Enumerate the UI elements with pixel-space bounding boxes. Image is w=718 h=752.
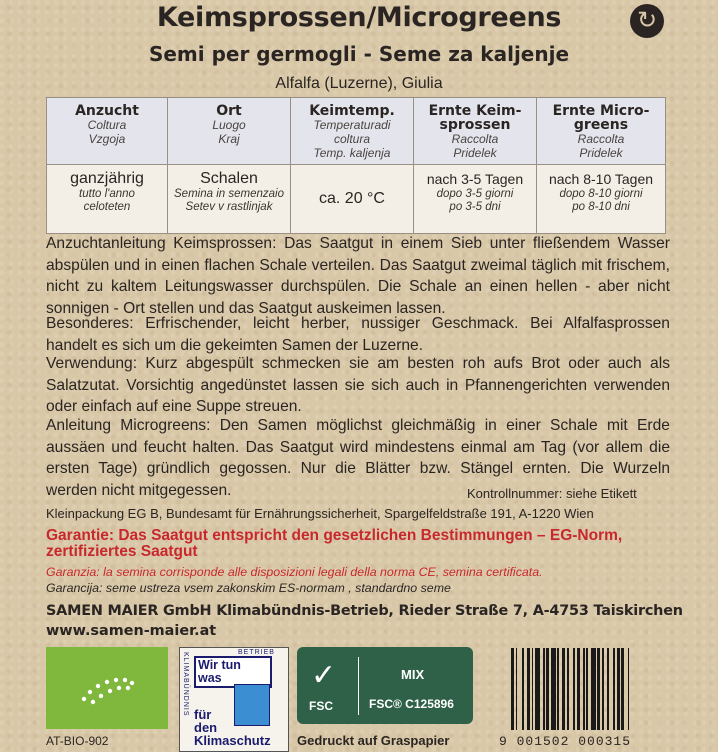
cell-sub: po 8-10 dni <box>572 201 630 213</box>
table-cell <box>291 165 414 234</box>
usage-notes <box>46 353 670 418</box>
table-header-cell <box>537 98 666 165</box>
fsc-code: FSC® C125896 <box>369 697 454 711</box>
sprouts-label: Anzuchtanleitung Keimsprossen: <box>46 235 277 252</box>
special-notes <box>46 313 670 356</box>
micro-label: Anleitung Microgreens: <box>46 417 211 434</box>
table-header-cell <box>414 98 537 165</box>
header-sub: coltura <box>333 132 371 146</box>
wir-line: für <box>194 707 212 722</box>
barcode-bar <box>567 648 569 730</box>
barcode-bar <box>511 648 514 730</box>
table-cell <box>47 165 168 234</box>
cell-sub: dopo 8-10 giorni <box>559 188 643 200</box>
table-cell <box>414 165 537 234</box>
table-header-row <box>47 98 666 165</box>
barcode-bar <box>573 648 575 730</box>
header-main: Ort <box>216 103 242 119</box>
barcode-number: 9 001502 000315 <box>499 734 632 749</box>
barcode-bar <box>546 648 549 730</box>
cell-main: nach 3-5 Tagen <box>426 171 524 187</box>
header-main: Ernte Micro- greens <box>552 103 650 133</box>
product-subtitle: Semi per germogli - Seme za kaljenje <box>148 42 570 66</box>
packaging-info: Kleinpackung EG B, Bundesamt für Ernährungssicherheit, Spargelfeldstraße 191, A-1220 Wien <box>46 506 594 521</box>
barcode-bar <box>527 648 530 730</box>
barcode-bar <box>532 648 534 730</box>
cell-sub: tutto l'anno <box>79 188 135 200</box>
klimabuendnis-logo <box>179 647 289 752</box>
fsc-logo <box>297 647 473 724</box>
usage-label: Verwendung: <box>46 355 138 372</box>
header-sub: Luogo <box>212 118 246 132</box>
tree-icon: ✓ <box>311 659 337 692</box>
header-sub: Kraj <box>218 132 240 146</box>
barcode-bar <box>617 648 620 730</box>
wir-line: den <box>194 720 218 735</box>
header-sub: Temperaturadi <box>313 118 391 132</box>
fsc-label: FSC <box>309 699 333 713</box>
header-sub: Pridelek <box>453 146 497 160</box>
wir-tun-was-text: Wir tun was <box>194 656 272 688</box>
website-link[interactable]: www.samen-maier.at <box>46 623 217 639</box>
control-number: Kontrollnummer: siehe Etikett <box>467 486 637 501</box>
cell-sub: Setev v rastlinjak <box>185 201 273 213</box>
sprouts-text: Das Saatgut in einem Sieb unter fließendem Wasser abspülen und in einen flachen Schale verteilen. Das Saatgut zweimal täglich mit frischem, nicht zu kaltem Leitungswasser durchspülen. Die Schale an einen hellen - aber nicht sonnigen - Ort stellen und das Saatgut auskeimen lassen. <box>46 235 670 317</box>
printed-on-grass-paper: Gedruckt auf Graspapier <box>297 733 450 748</box>
fsc-mix: MIX <box>401 667 425 682</box>
variety-name: Alfalfa (Luzerne), Giulia <box>275 75 443 92</box>
recycle-icon: ↻ <box>630 4 664 38</box>
header-main: Ernte Keim- sprossen <box>428 103 522 133</box>
klimaschutz-text <box>194 708 271 747</box>
barcode-bar <box>543 648 545 730</box>
micro-text: Den Samen möglichst gleichmäßig in einer Schale mit Erde aussäen und feucht halten. Das Saatgut wird mindestens einmal am Tag (vor allem die ersten Tage) gründlich gegossen. Nur die Blätter bzw. Stängel ernten. Die Wurzeln werden nicht mitgegessen. <box>46 417 670 499</box>
star-leaf-icon <box>82 678 134 704</box>
barcode-bar <box>551 648 556 730</box>
barcode <box>511 648 671 738</box>
fsc-divider <box>358 657 359 715</box>
guarantee-text: Garantie: Das Saatgut entspricht den gesetzlichen Bestimmungen – EG-Norm, zertifiziertes Saatgut <box>46 527 623 560</box>
barcode-bar <box>628 648 630 730</box>
barcode-bar <box>591 648 596 730</box>
cultivation-table <box>46 97 666 234</box>
cell-main: ganzjährig <box>70 170 144 187</box>
product-title: Keimsprossen/Microgreens <box>156 2 562 33</box>
guarantee-slovenian: Garancija: seme ustreza vsem zakonskim ES-normam , standardno seme <box>46 581 451 595</box>
cell-sub: dopo 3-5 giorni <box>436 188 514 200</box>
header-sub: Raccolta <box>577 132 625 146</box>
barcode-bar <box>621 648 624 730</box>
cell-main: Schalen <box>200 170 258 187</box>
betrieb-band: BETRIEB <box>238 649 275 656</box>
barcode-bar <box>562 648 565 730</box>
barcode-bar <box>522 648 524 730</box>
barcode-bar <box>602 648 604 730</box>
eu-organic-logo <box>46 647 168 729</box>
special-label: Besonderes: <box>46 315 134 332</box>
table-row <box>47 165 666 234</box>
wir-line: Klimaschutz <box>194 733 271 748</box>
eu-organic-code: AT-BIO-902 <box>46 734 109 748</box>
special-text: Erfrischender, leicht herber, nussiger Geschmack. Bei Alfalfasprossen handelt es sich um die gekeimten Samen der Luzerne. <box>46 315 670 354</box>
table-header-cell <box>168 98 291 165</box>
header-sub: Vzgoja <box>88 132 126 146</box>
barcode-bar <box>613 648 615 730</box>
barcode-bar <box>516 648 518 730</box>
header-main: Anzucht <box>75 103 139 119</box>
usage-text: Kurz abgespült schmecken sie am besten roh aufs Brot oder auch als Salatzutat. Vorsichtig angedünstet lassen sie sich auch in Pfannengerichten verwenden oder einfach auf eine Suppe streuen. <box>46 355 670 416</box>
header-main: Keimtemp. <box>309 103 395 119</box>
table-cell <box>168 165 291 234</box>
barcode-bar <box>607 648 609 730</box>
header-sub: Pridelek <box>579 146 623 160</box>
guarantee-italian: Garanzia: la semina corrisponde alle disposizioni legali della norma CE, semina certificata. <box>46 565 543 579</box>
header-sub: Coltura <box>87 118 127 132</box>
cell-main: nach 8-10 Tagen <box>548 171 654 187</box>
cell-main: ca. 20 °C <box>319 190 385 207</box>
cell-sub: celoteten <box>83 201 131 213</box>
header-sub: Temp. kaljenja <box>313 146 391 160</box>
barcode-bar <box>535 648 540 730</box>
company-address: SAMEN MAIER GmbH Klimabündnis-Betrieb, Rieder Straße 7, A-4753 Taiskirchen <box>46 603 683 619</box>
sprouts-instructions <box>46 233 670 319</box>
cell-sub: Semina in semenzaio <box>174 188 284 200</box>
table-header-cell <box>47 98 168 165</box>
barcode-bar <box>583 648 585 730</box>
barcode-bar <box>597 648 600 730</box>
header-sub: Raccolta <box>451 132 499 146</box>
table-header-cell <box>291 98 414 165</box>
klimabuendnis-band: KLIMABÜNDNIS <box>182 652 189 717</box>
barcode-bar <box>577 648 580 730</box>
barcode-bar <box>586 648 588 730</box>
barcode-bar <box>557 648 559 730</box>
table-cell <box>537 165 666 234</box>
cell-sub: po 3-5 dni <box>449 201 501 213</box>
